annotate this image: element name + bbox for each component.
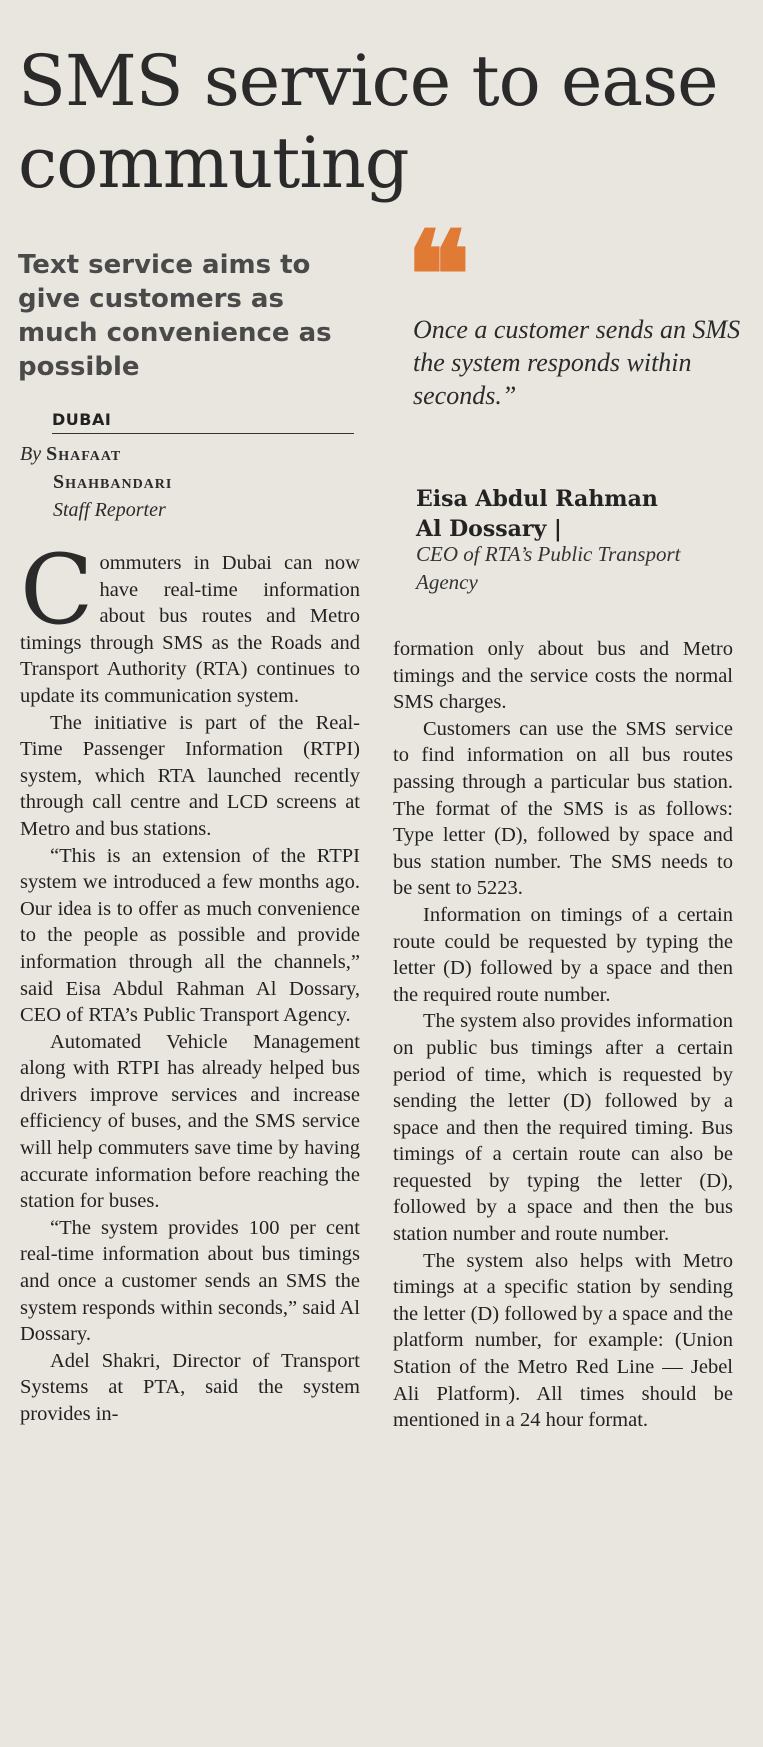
byline-by: By [20,443,42,465]
body-paragraph: “The system provides 100 per cent real-time information about bus timings and once a customer sends an SMS the system responds within seconds,” said Al Dossary. [20,1216,360,1346]
body-paragraph: Automated Vehicle Management along with RTPI has already helped bus drivers improve services and increase efficiency of buses, and the SMS service will help commuters save time by having accurate information before reaching the station for buses. [20,1030,360,1213]
body-paragraph: The system also helps with Metro timings at a specific station by sending the letter (D) followed by a space and the platform number, for example: (Union Station of the Metro Red Line — Jebel Ali Platform). All times should be mentioned in a 24 hour format. [393,1249,733,1432]
quote-mark-icon: ❝ [406,205,471,346]
pull-quote-author [416,484,746,544]
drop-cap: C [20,534,94,646]
pull-quote: Once a customer sends an SMS the system responds within seconds.” [413,315,741,410]
dateline: DUBAI [52,410,354,434]
body-paragraph: The system also provides information on public bus timings after a certain period of time, which is requested by sending the letter (D) followed by a space and then the required timing. Bus timings of a certain route can also be requested by typing the letter (D), followed by a space and then the bus station number and route number. [393,1010,733,1246]
body-paragraph: Information on timings of a certain route could be requested by typing the letter (D) followed by a space and then the required route number. [393,903,733,1006]
body-paragraph: formation only about bus and Metro timings and the service costs the normal SMS charges. [393,638,733,714]
headline: SMS service to ease commuting [18,40,718,204]
body-paragraph: Customers can use the SMS service to find information on all bus routes passing through a particular bus station. The format of the SMS is as follows: Type letter (D), followed by space and bus station number. The SMS needs to be sent to 5223. [393,717,733,900]
pull-quote-author-line1: Eisa Abdul Rahman [416,486,658,512]
subhead: Text service aims to give customers as much convenience as possible [18,250,332,382]
body-column-2 [393,636,733,1434]
body-paragraph: The initiative is part of the Real-Time Passenger Information (RTPI) system, which RTA launched recently through call centre and LCD screens at Metro and bus stations. [20,711,360,840]
body-paragraph: Adel Shakri, Director of Transport Systems at PTA, said the system provides in- [20,1349,360,1425]
body-column-1 [20,534,360,1428]
byline-name-2: Shahbandari [53,471,173,493]
body-paragraph: “This is an extension of the RTPI system we introduced a few months ago. Our idea is to offer as much convenience to the people as possible and provide information through all the channels,” said Eisa Abdul Rahman Al Dossary, CEO of RTA’s Public Transport Agency. [20,844,360,1027]
byline-role: Staff Reporter [53,499,166,521]
pull-quote-role: CEO of RTA’s Public Transport Agency [416,542,681,594]
pull-quote-author-line2: Al Dossary | [416,516,562,542]
byline [20,440,350,524]
byline-name-1: Shafaat [46,443,122,465]
body-paragraph: Commuters in Dubai can now have real-time information about bus routes and Metro timings through SMS as the Roads and Transport Authority (RTA) continues to update its communication system. [20,534,360,707]
